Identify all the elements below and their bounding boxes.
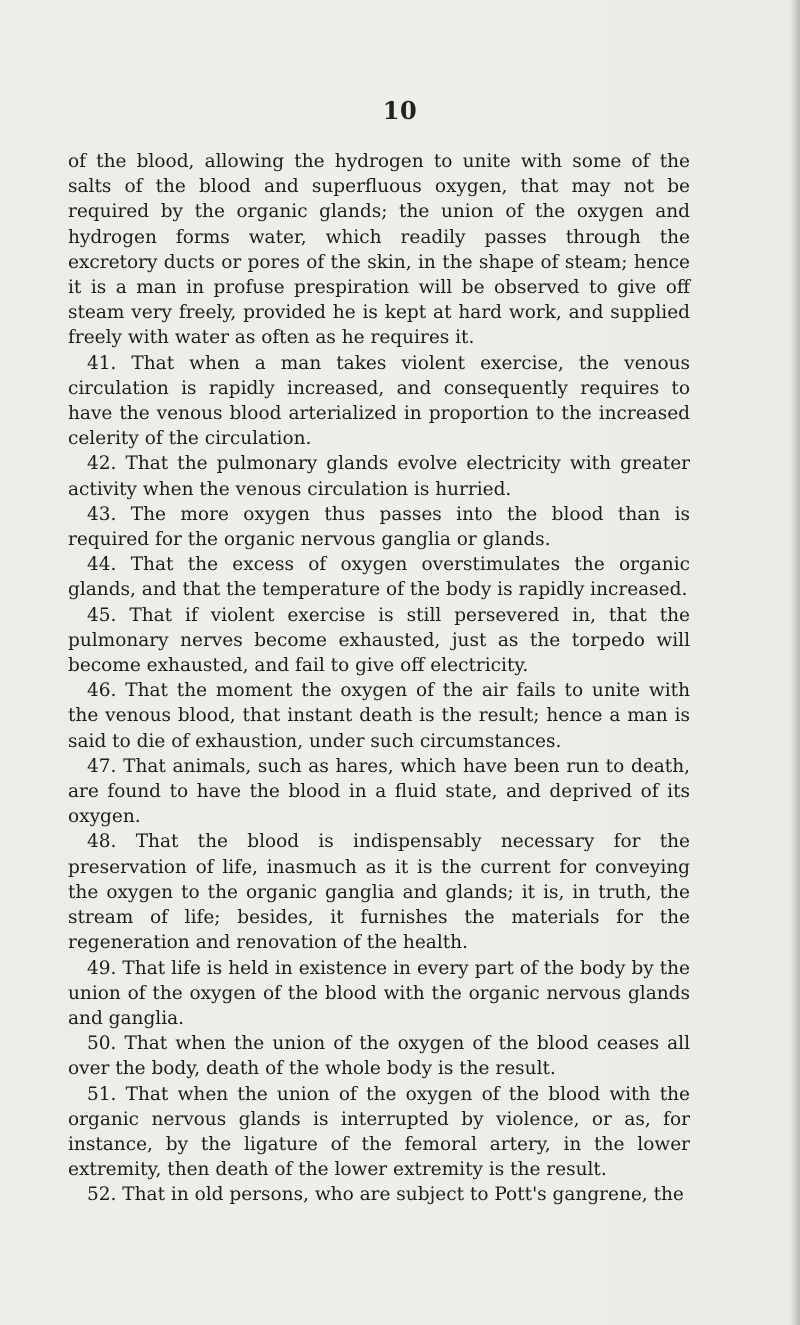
paragraph-46: 46. That the moment the oxygen of the air fails to unite with the venous blood, that instant death is the result; hence a man is said to die of exhaustion, under such circumstances. [68, 680, 690, 752]
paragraph-42: 42. That the pulmonary glands evolve electricity with greater activity when the venous circulation is hurried. [68, 453, 690, 500]
paragraph-50: 50. That when the union of the oxygen of the blood ceases all over the body, death of the whole body is the result. [68, 1033, 690, 1080]
body-text [68, 149, 690, 1208]
paragraph-49: 49. That life is held in existence in every part of the body by the union of the oxygen of the blood with the organic nervous glands and ganglia. [68, 957, 690, 1029]
paragraph-51: 51. That when the union of the oxygen of the blood with the organic nervous glands is interrupted by violence, or as, for instance, by the ligature of the femoral artery, in the lower extremity, then death of the lower extremity is the result. [68, 1083, 690, 1181]
paragraph-continuation: of the blood, allowing the hydrogen to unite with some of the salts of the blood and superfluous oxygen, that may not be required by the organic glands; the union of the oxygen and hydrogen forms water, which readily passes through the excretory ducts or pores of the skin, in the shape of steam; hence it is a man in profuse prespiration will be observed to give off steam very freely, provided he is kept at hard work, and supplied freely with water as often as he requires it. [68, 151, 690, 349]
paragraph-44: 44. That the excess of oxygen overstimulates the organic glands, and that the temperature of the body is rapidly increased. [68, 554, 690, 601]
paragraph-41: 41. That when a man takes violent exercise, the venous circulation is rapidly increased, and consequently requires to have the venous blood arterialized in proportion to the increased celerity of the circulation. [68, 352, 690, 450]
page-number: 10 [382, 96, 418, 125]
page-edge-shadow [790, 0, 800, 1325]
paragraph-48: 48. That the blood is indispensably necessary for the preservation of life, inasmuch as it is the current for conveying the oxygen to the organic ganglia and glands; it is, in truth, the stream of life; besides, it furnishes the materials for the regeneration and renovation of the health. [68, 831, 690, 954]
paragraph-52: 52. That in old persons, who are subject to Pott's gangrene, the [87, 1184, 684, 1206]
paragraph-47: 47. That animals, such as hares, which have been run to death, are found to have the blood in a fluid state, and deprived of its oxygen. [68, 755, 690, 828]
paragraph-45: 45. That if violent exercise is still persevered in, that the pulmonary nerves become exhausted, just as the torpedo will become exhausted, and fail to give off electricity. [68, 604, 690, 677]
paragraph-43: 43. The more oxygen thus passes into the blood than is required for the organic nervous ganglia or glands. [68, 503, 690, 551]
